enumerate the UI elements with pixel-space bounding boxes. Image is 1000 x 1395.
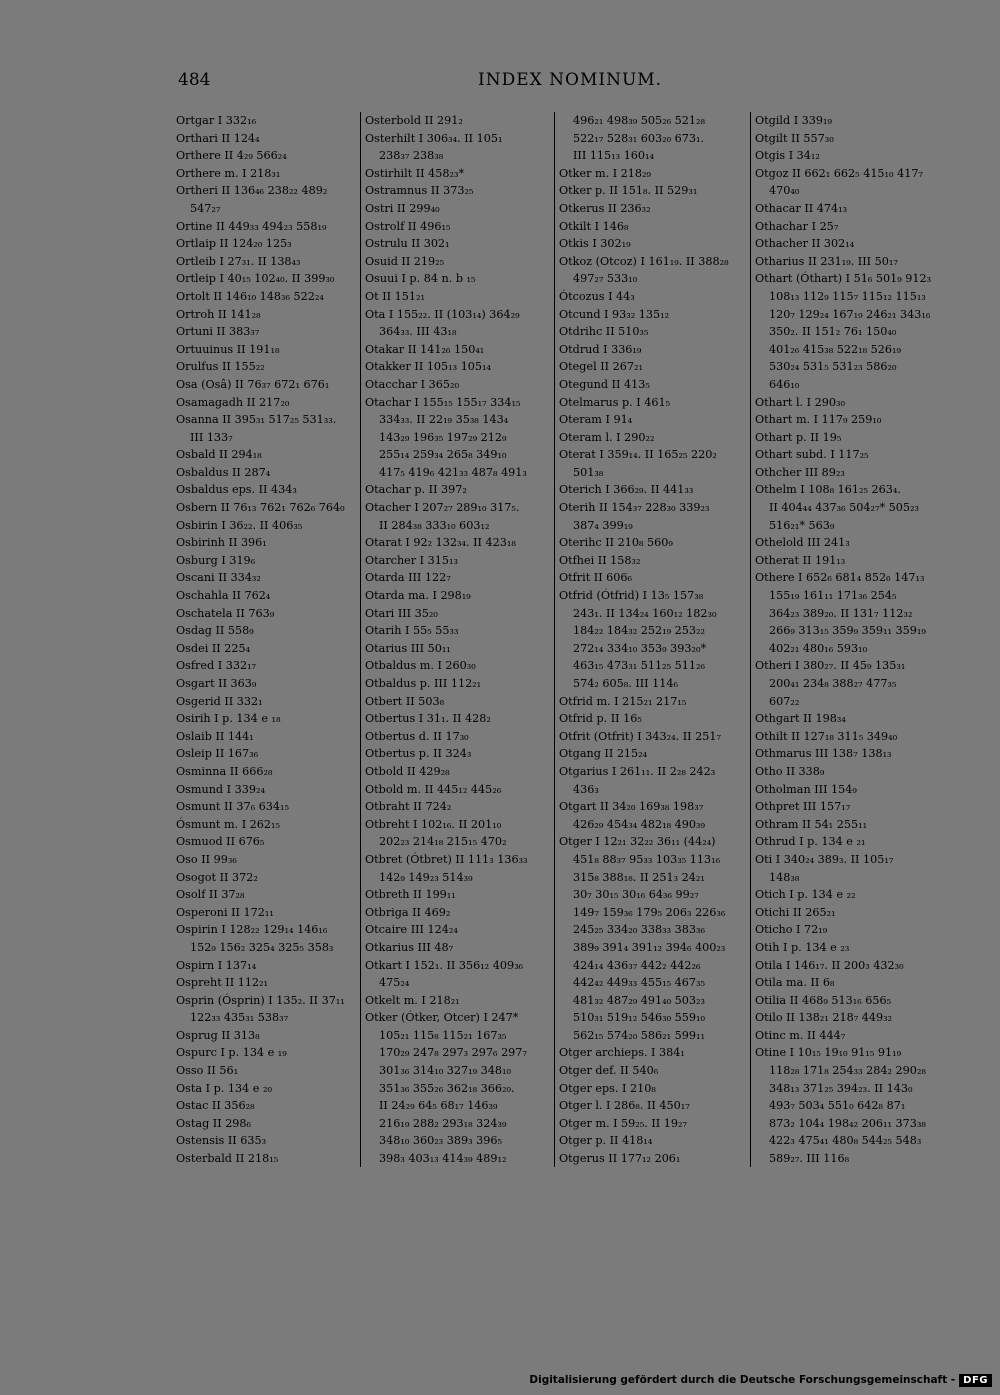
index-entry: Otih I p. 134 e ₂₃ (755, 940, 850, 954)
index-entry: 417₅ 419₆ 421₃₃ 487₈ 491₃ (379, 465, 527, 479)
index-entry: 334₃₃. II 22₁₉ 35₃₈ 143₄ (379, 413, 509, 427)
index-entry: Otger l. I 286₈. II 450₁₇ (559, 1099, 690, 1113)
index-entry: Otakker II 105₁₃ 105₁₄ (365, 360, 492, 374)
index-entry: Othilt II 127₁₈ 311₅ 349₄₀ (755, 729, 898, 743)
index-entry: II 404₄₄ 437₃₆ 504₂₇* 505₂₃ (769, 501, 919, 515)
index-entry: Oterihc II 210₈ 560₉ (559, 536, 673, 550)
index-entry: Otachar p. II 397₂ (365, 483, 467, 497)
index-entry: Otbret (Ótbret) II 111₃ 136₃₃ (365, 852, 528, 866)
index-entry: Osirih I p. 134 e ₁₈ (176, 712, 281, 726)
index-entry: Otbold II 429₂₈ (365, 764, 450, 778)
index-entry: Otfrit II 606₆ (559, 571, 633, 585)
index-entry: 118₂₈ 171₈ 254₃₃ 284₂ 290₂₈ (769, 1064, 926, 1078)
index-columns (172, 112, 932, 1167)
index-entry: Otkarius III 48₇ (365, 940, 454, 954)
index-entry: Ortheri II 136₄₆ 238₂₂ 489₂ (176, 184, 328, 198)
index-entry: Ortleip I 40₁₅ 102₄₀. II 399₃₀ (176, 272, 335, 286)
index-entry: Otelmarus p. I 461₅ (559, 395, 671, 409)
index-entry: 873₂ 104₄ 198₄₂ 206₁₁ 373₃₈ (769, 1116, 926, 1130)
index-entry: Osbaldus eps. II 434₃ (176, 483, 297, 497)
index-entry: Otarcher I 315₁₃ (365, 553, 458, 567)
index-entry: Otger def. II 540₆ (559, 1064, 659, 1078)
index-entry: Osgart II 363₉ (176, 677, 257, 690)
index-entry: Otbreth II 199₁₁ (365, 888, 456, 902)
index-entry: Otger m. I 59₂₅. II 19₂₇ (559, 1116, 687, 1130)
index-entry: Othelold III 241₃ (755, 536, 850, 550)
index-entry: Otgerus II 177₁₂ 206₁ (559, 1152, 681, 1166)
index-entry: Otcaire III 124₂₄ (365, 923, 458, 937)
index-entry: 143₂₉ 196₃₅ 197₂₉ 212₉ (379, 430, 507, 444)
index-entry: Otfrid (Ótfrid) I 13₅ 157₃₈ (559, 589, 704, 603)
index-entry: 426₂₉ 454₃₄ 482₁₈ 490₃₉ (573, 817, 705, 831)
index-entry: Osterbald II 218₁₅ (176, 1152, 279, 1166)
index-entry: Oteram l. I 290₂₂ (559, 430, 655, 444)
index-entry: Ótcozus I 44₃ (559, 289, 635, 303)
index-entry: 30₇ 30₁₅ 30₁₆ 64₃₆ 99₂₇ (573, 888, 699, 902)
index-entry: Oscani II 334₃₂ (176, 571, 261, 585)
index-entry: 364₂₃ 389₂₀. II 131₇ 112₃₂ (769, 606, 913, 620)
index-entry: 122₃₃ 435₃₁ 538₃₇ (190, 1011, 289, 1025)
index-entry: Otbaldus m. I 260₃₀ (365, 659, 476, 673)
index-entry: Otarius III 50₁₁ (365, 641, 451, 655)
index-entry: 255₁₄ 259₃₄ 265₈ 349₁₀ (379, 448, 507, 462)
index-entry: 348₁₃ 371₂₅ 394₂₃. II 143₀ (769, 1081, 913, 1095)
index-entry: 530₂₄ 531₅ 531₂₃ 586₂₀ (769, 360, 897, 374)
index-entry: 442₄₂ 449₃₃ 455₁₅ 467₃₅ (573, 976, 705, 990)
index-entry: 348₁₀ 360₂₃ 389₃ 396₅ (379, 1134, 502, 1148)
index-entry: Orulfus II 155₂₂ (176, 360, 265, 374)
index-entry: Ostrolf II 496₁₅ (365, 219, 451, 233)
index-entry: Osso II 56₁ (176, 1064, 239, 1078)
index-entry: Otkart I 152₁. II 356₁₂ 409₃₆ (365, 958, 524, 972)
index-entry: 350₂. II 151₂ 76₁ 150₄₀ (769, 325, 897, 339)
dfg-logo-icon: DFG (959, 1374, 992, 1387)
index-entry: 516₂₁* 563₉ (769, 518, 835, 532)
index-entry: 238₃₇ 238₃₈ (379, 149, 444, 163)
index-entry: Otilia II 468₉ 513₁₆ 656₅ (755, 993, 892, 1007)
index-entry: 562₁₅ 574₂₀ 586₂₁ 599₁₁ (573, 1028, 705, 1042)
index-entry: 149₇ 159₃₆ 179₅ 206₃ 226₃₆ (573, 905, 726, 919)
index-entry: Othram II 54₁ 255₁₁ (755, 817, 868, 831)
index-entry: Osbern II 76₁₃ 762₁ 762₆ 764₀ (176, 501, 345, 515)
index-entry: 463₁₅ 473₃₁ 511₂₅ 511₂₆ (573, 659, 705, 673)
index-entry: Ospirin I 128₂₂ 129₁₄ 146₁₆ (176, 923, 328, 937)
index-entry: Othacher II 302₁₄ (755, 237, 855, 251)
index-entry: Ortuni II 383₃₇ (176, 325, 260, 339)
index-entry: 387₄ 399₁₉ (573, 518, 633, 532)
index-entry: 493₇ 503₄ 551₀ 642₈ 87₁ (769, 1099, 906, 1113)
index-entry: Otfhei II 158₃₂ (559, 553, 641, 567)
index-entry: Ostensis II 635₃ (176, 1134, 267, 1148)
index-entry: Ortlaip II 124₂₀ 125₃ (176, 237, 292, 251)
index-entry: Osbaldus II 287₄ (176, 465, 271, 479)
index-entry: Othgart II 198₃₄ (755, 712, 846, 726)
index-entry: Ortleib I 27₃₁. II 138₄₃ (176, 254, 301, 268)
index-entry: Otholman III 154₉ (755, 782, 857, 796)
index-entry: Otbertus p. II 324₃ (365, 747, 472, 761)
index-entry: Otich I p. 134 e ₂₂ (755, 888, 856, 902)
index-entry: Otker m. I 218₂₉ (559, 166, 651, 180)
index-entry: Ostrulu II 302₁ (365, 237, 450, 251)
index-entry: II 24₂₉ 64₅ 68₁₇ 146₃₉ (379, 1099, 498, 1113)
index-entry: Othpret III 157₁₇ (755, 800, 851, 814)
index-entry: Osolf II 37₂₈ (176, 888, 245, 902)
index-entry: Osfred I 332₁₇ (176, 659, 257, 673)
index-entry: Osperoni II 172₁₁ (176, 905, 274, 919)
index-entry: Otharius II 231₁₉. III 50₁₇ (755, 254, 898, 268)
index-entry: Otker (Ótker, Otcer) I 247* (365, 1011, 519, 1025)
index-entry: Osmund I 339₂₄ (176, 782, 265, 796)
index-entry: Otgang II 215₂₄ (559, 747, 648, 761)
index-entry: Otheri I 380₂₇. II 45₉ 135₃₁ (755, 659, 906, 673)
index-entry: 152₉ 156₂ 325₄ 325₅ 358₃ (190, 940, 334, 954)
index-entry: 120₇ 129₂₄ 167₁₉ 246₂₁ 343₁₆ (769, 307, 931, 321)
index-entry: Osamagadh II 217₂₀ (176, 395, 290, 409)
index-entry: Oterich I 366₂₉. II 441₃₃ (559, 483, 694, 497)
index-entry: Otkoz (Otcoz) I 161₁₉. II 388₂₈ (559, 254, 729, 268)
index-entry: Osdag II 558₉ (176, 624, 254, 638)
index-entry: Otarih I 55₅ 55₃₃ (365, 624, 459, 638)
index-entry: Otkilt I 146₈ (559, 219, 629, 233)
index-entry: III 133₇ (190, 430, 233, 444)
index-entry: Otilo II 138₂₁ 218₇ 449₃₂ (755, 1011, 893, 1025)
index-entry: Ostac II 356₂₈ (176, 1099, 255, 1113)
index-entry: Osleip II 167₃₆ (176, 747, 259, 761)
index-entry: Otker p. II 151₈. II 529₃₁ (559, 184, 698, 198)
index-entry: Othelm I 108₈ 161₂₅ 263₄. (755, 483, 901, 497)
index-entry: 108₁₃ 112₉ 115₇ 115₁₂ 115₁₃ (769, 289, 926, 303)
index-entry: 574₂ 605₈. III 114₆ (573, 677, 678, 690)
footer-credit (529, 1371, 992, 1389)
index-entry: Oslaib II 144₁ (176, 729, 254, 743)
index-entry: 496₂₁ 498₃₉ 505₂₆ 521₂₈ (573, 114, 705, 127)
index-entry: 105₂₁ 115₈ 115₂₁ 167₃₅ (379, 1028, 507, 1042)
index-entry: Otegel II 267₂₁ (559, 360, 643, 374)
index-entry: Ortine II 449₃₃ 494₂₃ 558₁₉ (176, 219, 327, 233)
index-entry: Otine I 10₁₅ 19₁₀ 91₁₅ 91₁₉ (755, 1046, 902, 1060)
index-entry: 301₃₆ 314₁₀ 327₁₉ 348₁₀ (379, 1064, 511, 1078)
index-entry: 436₃ (573, 782, 599, 796)
index-entry: Otdrud I 336₁₉ (559, 342, 642, 356)
index-entry: Otbaldus p. III 112₂₁ (365, 677, 482, 690)
index-entry: Osburg I 319₆ (176, 553, 256, 567)
index-entry: 398₃ 403₁₃ 414₃₉ 489₁₂ (379, 1152, 507, 1166)
index-entry: Osta I p. 134 e ₂₀ (176, 1081, 272, 1095)
index-entry: Ortolt II 146₁₀ 148₃₆ 522₂₄ (176, 289, 324, 303)
index-entry: Osprug II 313₈ (176, 1028, 260, 1042)
index-entry: 243₁. II 134₂₄ 160₁₂ 182₃₀ (573, 606, 717, 620)
index-entry: Ot II 151₂₁ (365, 289, 425, 303)
index-entry: Otgarius I 261₁₁. II 2₂₈ 242₃ (559, 764, 716, 778)
index-entry: 272₁₄ 334₁₀ 353₉ 393₂₀* (573, 641, 707, 655)
index-entry: Osanna II 395₃₁ 517₂₅ 531₃₃. (176, 413, 337, 427)
index-entry: Otherat II 191₁₃ (755, 553, 846, 567)
index-entry: Otgild I 339₁₉ (755, 114, 833, 127)
index-entry: Otgilt II 557₃₀ (755, 131, 834, 145)
index-entry: 402₂₁ 480₁₆ 593₁₀ (769, 641, 868, 655)
index-entry: 155₁₉ 161₁₁ 171₃₆ 254₅ (769, 589, 897, 603)
index-entry: Otdrihc II 510₃₅ (559, 325, 649, 339)
index-entry: Otichi II 265₂₁ (755, 905, 836, 919)
index-entry: Ospreht II 112₂₁ (176, 976, 269, 990)
index-entry: 607₂₂ (769, 694, 800, 708)
index-entry: Otbertus d. II 17₃₀ (365, 729, 469, 743)
index-entry: 389₉ 391₄ 391₁₂ 394₆ 400₂₃ (573, 940, 726, 954)
index-entry: Otho II 338₉ (755, 764, 825, 778)
index-entry: 475₂₄ (379, 976, 410, 990)
index-entry: Othacar II 474₁₃ (755, 201, 848, 215)
index-entry: Othart m. I 117₉ 259₁₀ (755, 413, 882, 427)
index-column-4 (750, 112, 932, 1167)
index-entry: 142₉ 149₂₃ 514₃₉ (379, 870, 473, 884)
index-entry: Otbert II 503₈ (365, 694, 445, 708)
index-entry: Othart p. II 19₅ (755, 430, 842, 444)
index-entry: 424₁₄ 436₃₇ 442₂ 442₂₆ (573, 958, 701, 972)
index-entry: Otger eps. I 210₈ (559, 1081, 656, 1095)
index-entry: Othart subd. I 117₂₅ (755, 448, 869, 462)
index-entry: Otkelt m. I 218₂₁ (365, 993, 460, 1007)
index-entry: Osuui I p. 84 n. b ₁₅ (365, 272, 476, 286)
index-entry: Otkerus II 236₃₂ (559, 201, 651, 215)
index-entry: Otfrid m. I 215₂₁ 217₁₅ (559, 694, 687, 708)
index-entry: Othrud I p. 134 e ₂₁ (755, 835, 866, 849)
index-entry: 266₉ 313₁₅ 359₉ 359₁₁ 359₁₉ (769, 624, 926, 638)
index-entry: Ostirhilt II 458₂₃* (365, 166, 465, 180)
index-entry: Ota I 155₂₂. II (103₁₄) 364₂₉ (365, 307, 520, 321)
index-entry: Oso II 99₃₆ (176, 852, 237, 866)
page-header (178, 70, 808, 94)
index-entry: Othart l. I 290₃₀ (755, 395, 845, 409)
index-entry: Otarda III 122₇ (365, 571, 451, 585)
index-entry: Otcund I 93₃₂ 135₁₂ (559, 307, 670, 321)
index-entry: Otkis I 302₁₉ (559, 237, 631, 251)
index-entry: Otarat I 92₂ 132₃₄. II 423₁₈ (365, 536, 516, 550)
index-entry: 501₃₈ (573, 465, 604, 479)
index-entry: Osgerid II 332₁ (176, 694, 263, 708)
index-entry: Osbirinh II 396₁ (176, 536, 267, 550)
index-entry: Ospurc I p. 134 e ₁₉ (176, 1046, 287, 1060)
index-entry: Otila I 146₁₇. II 200₃ 432₃₀ (755, 958, 904, 972)
index-entry: Osdei II 225₄ (176, 641, 251, 655)
index-entry: Oterih II 154₃₇ 228₃₀ 339₂₃ (559, 501, 710, 515)
index-entry: Oschahla II 762₄ (176, 589, 271, 603)
index-entry: Osminna II 666₂₈ (176, 764, 273, 778)
index-entry: III 115₁₃ 160₁₄ (573, 149, 655, 163)
index-entry: Otfrid p. II 16₅ (559, 712, 642, 726)
index-column-1 (172, 112, 360, 1167)
index-entry: Osbald II 294₁₈ (176, 448, 262, 462)
index-entry: Orthari II 124₄ (176, 131, 260, 145)
index-entry: Otarda ma. I 298₁₉ (365, 589, 471, 603)
index-entry: 170₂₉ 247₈ 297₃ 297₆ 297₇ (379, 1046, 527, 1060)
footer-text: Digitalisierung gefördert durch die Deutsche Forschungsgemeinschaft - (529, 1374, 956, 1386)
index-entry: Otacchar I 365₂₀ (365, 377, 459, 391)
index-entry: Otger I 12₂₁ 32₂₂ 36₁₁ (44₂₄) (559, 835, 716, 849)
index-entry: Ósmunt m. I 262₁₅ (176, 817, 281, 831)
index-entry: 497₂₇ 533₁₀ (573, 272, 638, 286)
index-entry: Osmunt II 37₆ 634₁₅ (176, 800, 289, 814)
index-entry: Otbold m. II 445₁₂ 445₂₆ (365, 782, 502, 796)
index-entry: Orthere m. I 218₃₁ (176, 166, 281, 180)
index-entry: Otegund II 413₅ (559, 377, 650, 391)
index-entry: 522₁₇ 528₃₁ 603₂₀ 673₁. (573, 131, 705, 145)
index-entry: Ostri II 299₄₀ (365, 201, 440, 215)
index-entry: Otgis I 34₁₂ (755, 149, 820, 163)
index-entry: 589₂₇. III 116₈ (769, 1152, 850, 1166)
index-entry: Ospirn I 137₁₄ (176, 958, 257, 972)
index-entry: Ortroh II 141₂₈ (176, 307, 261, 321)
index-column-3 (554, 112, 750, 1167)
index-entry: 202₂₃ 214₁₈ 215₁₅ 470₂ (379, 835, 507, 849)
index-entry: Oteram I 91₄ (559, 413, 633, 427)
index-entry: Ortgar I 332₁₆ (176, 114, 257, 127)
index-column-2 (360, 112, 554, 1167)
page-title: INDEX NOMINUM. (478, 70, 663, 90)
index-entry: Otger p. II 418₁₄ (559, 1134, 653, 1148)
index-entry: 451₈ 88₃₇ 95₃₃ 103₃₅ 113₁₆ (573, 852, 721, 866)
index-entry: 422₃ 475₄₁ 480₈ 544₂₅ 548₃ (769, 1134, 922, 1148)
index-entry: 401₂₆ 415₃₈ 522₁₈ 526₁₉ (769, 342, 901, 356)
index-entry: Otbraht II 724₂ (365, 800, 452, 814)
index-entry: 148₃₈ (769, 870, 800, 884)
index-entry: II 284₃₈ 333₁₀ 603₁₂ (379, 518, 490, 532)
index-entry: Otinc m. II 444₇ (755, 1028, 846, 1042)
index-entry: Othere I 652₆ 681₄ 852₆ 147₁₃ (755, 571, 925, 585)
index-entry: 200₄₁ 234₈ 388₂₇ 477₃₅ (769, 677, 897, 690)
index-entry: 646₁₀ (769, 377, 800, 391)
index-entry: Otger archieps. I 384₁ (559, 1046, 685, 1060)
index-entry: Othachar I 25₇ (755, 219, 839, 233)
index-entry: 470₄₀ (769, 184, 800, 198)
index-entry: 315₈ 388₁₈. II 251₃ 24₂₁ (573, 870, 705, 884)
index-entry: Otakar II 141₂₆ 150₄₁ (365, 342, 485, 356)
index-entry: Otfrit (Otfrit) I 343₂₄. II 251₇ (559, 729, 721, 743)
index-entry: Ostramnus II 373₂₅ (365, 184, 474, 198)
index-entry: Osuid II 219₂₅ (365, 254, 445, 268)
page-number: 484 (178, 70, 211, 90)
index-entry: Osogot II 372₂ (176, 870, 258, 884)
index-entry: Othart (Óthart) I 51₆ 501₉ 912₃ (755, 272, 932, 286)
index-entry: Osmuod II 676₅ (176, 835, 265, 849)
index-entry: Orthere II 4₂₉ 566₂₄ (176, 149, 287, 163)
index-entry: Otgart II 34₂₀ 169₃₈ 198₃₇ (559, 800, 704, 814)
index-entry: Osterbold II 291₂ (365, 114, 463, 127)
index-entry: Otachar I 155₁₅ 155₁₇ 334₁₅ (365, 395, 521, 409)
index-entry: 510₃₁ 519₁₂ 546₃₀ 559₁₀ (573, 1011, 705, 1025)
index-entry: 216₁₉ 288₂ 293₁₈ 324₃₉ (379, 1116, 507, 1130)
index-entry: Osa (Osâ) II 76₃₇ 672₁ 676₁ (176, 377, 330, 391)
index-entry: Otari III 35₂₀ (365, 606, 438, 620)
index-entry: Osbirin I 36₂₂. II 406₃₅ (176, 518, 303, 532)
index-entry: Oschatela II 763₉ (176, 606, 275, 620)
index-entry: Otbreht I 102₁₆. II 201₁₀ (365, 817, 502, 831)
index-entry: 245₂₅ 334₂₀ 338₃₃ 383₃₆ (573, 923, 705, 937)
index-entry: Oterat I 359₁₄. II 165₂₅ 220₂ (559, 448, 717, 462)
index-entry: 351₃₆ 355₂₆ 362₁₈ 366₂₀. (379, 1081, 515, 1095)
index-entry: Otila ma. II 6₈ (755, 976, 835, 990)
index-entry: 364₃₃. III 43₁₈ (379, 325, 457, 339)
index-entry: Oti I 340₂₄ 389₃. II 105₁₇ (755, 852, 894, 866)
index-entry: 547₂₇ (190, 201, 221, 215)
index-entry: Oticho I 72₁₉ (755, 923, 828, 937)
index-entry: Osterhilt I 306₃₄. II 105₁ (365, 131, 503, 145)
index-entry: 481₃₂ 487₂₉ 491₄₀ 503₂₃ (573, 993, 705, 1007)
index-entry: Otbertus I 31₁. II 428₂ (365, 712, 491, 726)
index-entry: Otacher I 207₂₇ 289₁₀ 317₅. (365, 501, 520, 515)
index-entry: Otbriga II 469₂ (365, 905, 451, 919)
index-entry: 184₂₂ 184₃₂ 252₁₉ 253₂₂ (573, 624, 705, 638)
index-entry: Ostag II 298₆ (176, 1116, 252, 1130)
index-entry: Othmarus III 138₇ 138₁₃ (755, 747, 892, 761)
index-entry: Othcher III 89₂₃ (755, 465, 845, 479)
index-entry: Otgoz II 662₁ 662₅ 415₁₀ 417₇ (755, 166, 923, 180)
index-entry: Osprin (Ósprin) I 135₂. II 37₁₁ (176, 993, 345, 1007)
index-entry: Ortuuinus II 191₁₈ (176, 342, 280, 356)
